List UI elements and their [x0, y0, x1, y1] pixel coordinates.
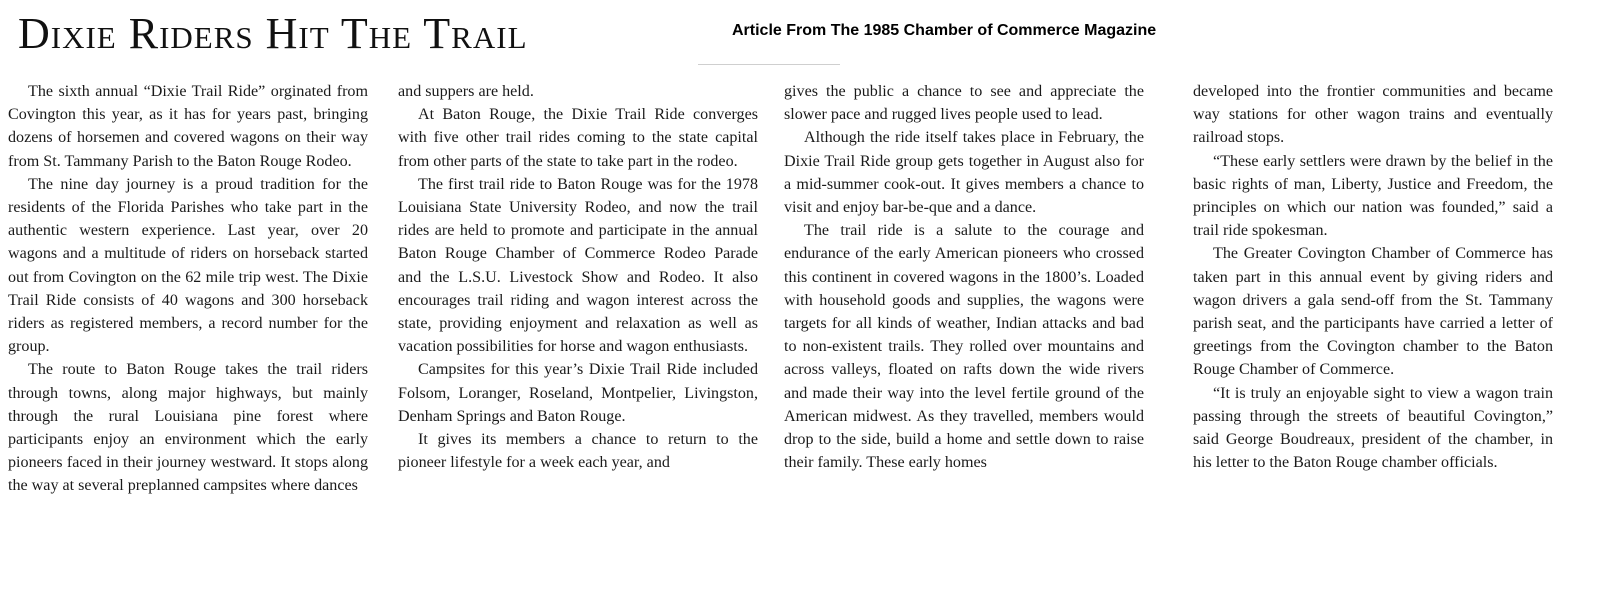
header-divider — [698, 64, 840, 65]
article-column-3 — [784, 80, 1144, 474]
article-headline: Dixie Riders Hit The Trail — [18, 9, 528, 58]
article-column-2 — [398, 80, 758, 474]
paragraph-continuation: developed into the frontier communities and became way stations for other wagon trains and eventually railroad stops. — [1193, 83, 1553, 147]
paragraph: The Greater Covington Chamber of Commerce has taken part in this annual event by giving riders and wagon drivers a gala send-off from the St. Tammany parish seat, and the participants have carried a letter of greetings from the Covington chamber to the Baton Rouge Chamber of Commerce. — [1193, 245, 1553, 379]
paragraph: It gives its members a chance to return to the pioneer lifestyle for a week each year, and — [398, 431, 758, 472]
paragraph: The nine day journey is a proud tradition for the residents of the Florida Parishes who take part in the authentic western experience. Last year, over 20 wagons and a multitude of riders on horseback started out from Covington on the 62 mile trip west. The Dixie Trail Ride consists of 40 wagons and 300 horseback riders as registered members, a record number for the group. — [8, 175, 368, 356]
paragraph-continuation: gives the public a chance to see and appreciate the slower pace and rugged lives people used to lead. — [784, 83, 1144, 124]
article-column-4 — [1193, 80, 1553, 474]
article-source-subtitle: Article From The 1985 Chamber of Commerce Magazine — [732, 22, 1157, 39]
paragraph: The route to Baton Rouge takes the trail riders through towns, along major highways, but mainly through the rural Louisiana pine forest where participants enjoy an environment which the early pioneers faced in their journey westward. It stops along the way at several preplanned campsites where dances — [8, 361, 368, 495]
paragraph: “These early settlers were drawn by the belief in the basic rights of man, Liberty, Justice and Freedom, the principles on which our nation was founded,” said a trail ride spokesman. — [1193, 152, 1553, 240]
article-column-1 — [8, 80, 368, 498]
paragraph: Although the ride itself takes place in February, the Dixie Trail Ride group gets together in August also for a mid-summer cook-out. It gives members a chance to visit and enjoy bar-be-que and a dance. — [784, 129, 1144, 217]
paragraph: Campsites for this year’s Dixie Trail Ride included Folsom, Loranger, Roseland, Montpelier, Livingston, Denham Springs and Baton Rouge. — [398, 361, 758, 425]
paragraph: “It is truly an enjoyable sight to view a wagon train passing through the streets of beautiful Covington,” said George Boudreaux, president of the chamber, in his letter to the Baton Rouge chamber officials. — [1193, 384, 1553, 472]
paragraph: The trail ride is a salute to the courage and endurance of the early American pioneers who crossed this continent in covered wagons in the 1800’s. Loaded with household goods and supplies, the wagons were targets for all kinds of weather, Indian attacks and bad to non-existent trails. They rolled over mountains and across valleys, floated on rafts down the wide rivers and made their way into the level fertile ground of the American midwest. As they travelled, members would drop to the side, build a home and settle down to raise their family. These early homes — [784, 222, 1144, 472]
paragraph: The sixth annual “Dixie Trail Ride” orginated from Covington this year, as it has for years past, bringing dozens of horsemen and covered wagons on their way from St. Tammany Parish to the Baton Rouge Rodeo. — [8, 83, 368, 170]
paragraph: The first trail ride to Baton Rouge was for the 1978 Louisiana State University Rodeo, and now the trail rides are held to promote and participate in the annual Baton Rouge Chamber of Commerce Rodeo Parade and the L.S.U. Livestock Show and Rodeo. It also encourages trail riding and wagon interest across the state, providing enjoyment and relaxation as well as vacation possibilities for horse and wagon enthusiasts. — [398, 175, 758, 356]
paragraph: At Baton Rouge, the Dixie Trail Ride converges with five other trail rides coming to the state capital from other parts of the state to take part in the rodeo. — [398, 106, 758, 170]
paragraph-continuation: and suppers are held. — [398, 83, 534, 100]
